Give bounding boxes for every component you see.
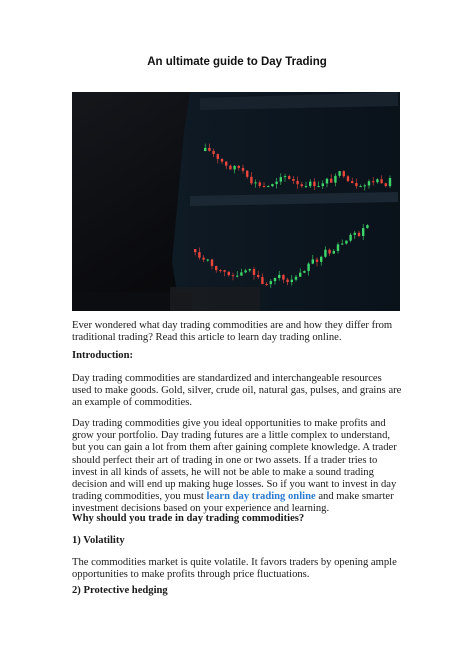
candle-body [291, 280, 293, 282]
candle-body [313, 182, 315, 186]
candle-body [219, 270, 221, 271]
candle-body [261, 277, 263, 284]
candle-body [368, 181, 370, 185]
candle-body [305, 186, 307, 187]
candle-body [296, 181, 298, 184]
candle-body [253, 269, 255, 275]
candle-body [204, 148, 206, 151]
candle-body [263, 186, 265, 187]
candle-body [198, 252, 200, 257]
candle-body [372, 181, 374, 182]
candle-body [345, 241, 347, 244]
volatility-paragraph: The commodities market is quite volatile. It favors traders by opening ample opportunities to make profits through price fluctuations. [72, 557, 397, 581]
candle-body [337, 244, 339, 251]
candle-body [232, 275, 234, 276]
candle-body [254, 182, 256, 183]
candle-body [295, 277, 297, 280]
candle-body [244, 270, 246, 272]
candle-body [320, 257, 322, 262]
candle-body [194, 249, 196, 252]
candle-body [330, 179, 332, 183]
candle-body [212, 151, 214, 154]
candle-body [366, 225, 368, 228]
candle-body [347, 176, 349, 181]
candle-body [278, 275, 280, 278]
opportunities-paragraph [72, 418, 402, 516]
candle-body [317, 186, 319, 187]
candle-body [358, 233, 360, 236]
candle-body [312, 259, 314, 263]
candle-body [274, 278, 276, 281]
candle-body [303, 271, 305, 273]
candle-body [326, 179, 328, 184]
candle-body [316, 259, 318, 261]
candle-body [242, 168, 244, 171]
candle-body [380, 179, 382, 183]
candle-body [292, 179, 294, 181]
protective-hedging-heading: 2) Protective hedging [72, 585, 168, 596]
candle-body [250, 177, 252, 184]
candle-body [207, 260, 209, 261]
candle-body [217, 154, 219, 159]
candle-body [324, 250, 326, 257]
candle-body [286, 280, 288, 283]
candle-body [225, 162, 227, 166]
intro-paragraph: Ever wondered what day trading commodities are and how they differ from traditional trading? Read this article to learn day trading online. [72, 320, 393, 344]
candle-body [249, 269, 251, 270]
candle-body [257, 275, 259, 277]
candle-body [259, 182, 261, 185]
candle-body [333, 251, 335, 254]
candle-body [354, 233, 356, 235]
candle-body [309, 182, 311, 186]
candle-body [362, 228, 364, 236]
candle-body [215, 266, 217, 270]
candle-body [275, 182, 277, 184]
candle-body [338, 171, 340, 176]
learn-day-trading-link[interactable]: learn day trading online [206, 491, 316, 503]
introduction-paragraph: Day trading commodities are standardized and interchangeable resources used to make goods. Gold, silver, crude oil, natural gas, pulses, and grains are an example of commodities. [72, 373, 402, 409]
candle-body [284, 176, 286, 177]
candle-body [364, 185, 366, 186]
candle-body [282, 275, 284, 280]
opportunities-text-before: Day trading commodities give you ideal opportunities to make profits and grow your portfolio. Day trading futures are a little complex to understand, but you can gain a lot from them after gaining complete knowledge. A trader should perfect their art of trading in one or two assets. If a trader tries to invest in all kinds of assets, he will not be able to make a sound trading decision and will end up making huge losses. So if you want to invest in day trading commodities, you must [72, 418, 397, 503]
candle-body [359, 186, 361, 187]
candle-body [208, 148, 210, 151]
candle-body [341, 244, 343, 245]
candle-body [389, 178, 391, 186]
candle-body [288, 176, 290, 179]
candle-body [202, 258, 204, 260]
candle-body [280, 177, 282, 182]
candle-body [385, 183, 387, 186]
why-heading: Why should you trade in day trading commodities? [72, 513, 305, 524]
candle-body [334, 176, 336, 183]
candle-body [349, 235, 351, 241]
candle-body [233, 166, 235, 170]
introduction-heading: Introduction: [72, 350, 134, 361]
candle-body [355, 183, 357, 186]
candle-body [238, 166, 240, 168]
candle-body [267, 186, 269, 187]
candle-body [271, 184, 273, 186]
volatility-heading: 1) Volatility [72, 535, 125, 546]
candle-body [299, 273, 301, 277]
candle-body [228, 272, 230, 275]
candle-body [376, 179, 378, 182]
page-title: An ultimate guide to Day Trading [147, 56, 327, 68]
candle-body [223, 270, 225, 272]
trading-chart-image [72, 92, 400, 311]
opportunities-text-after: and make smarter investment decisions based on your experience and learning. [72, 491, 394, 515]
candle-body [236, 276, 238, 277]
candle-body [307, 264, 309, 271]
candle-body [301, 184, 303, 186]
candle-body [265, 284, 267, 285]
candle-body [343, 171, 345, 176]
candle-body [351, 181, 353, 183]
trading-monitor-photo [72, 92, 400, 311]
candle-body [246, 171, 248, 177]
candle-body [240, 272, 242, 275]
candle-body [328, 250, 330, 254]
candle-body [229, 166, 231, 170]
candle-body [322, 183, 324, 186]
candle-body [270, 281, 272, 284]
candle-body [221, 159, 223, 162]
candle-body [211, 260, 213, 267]
